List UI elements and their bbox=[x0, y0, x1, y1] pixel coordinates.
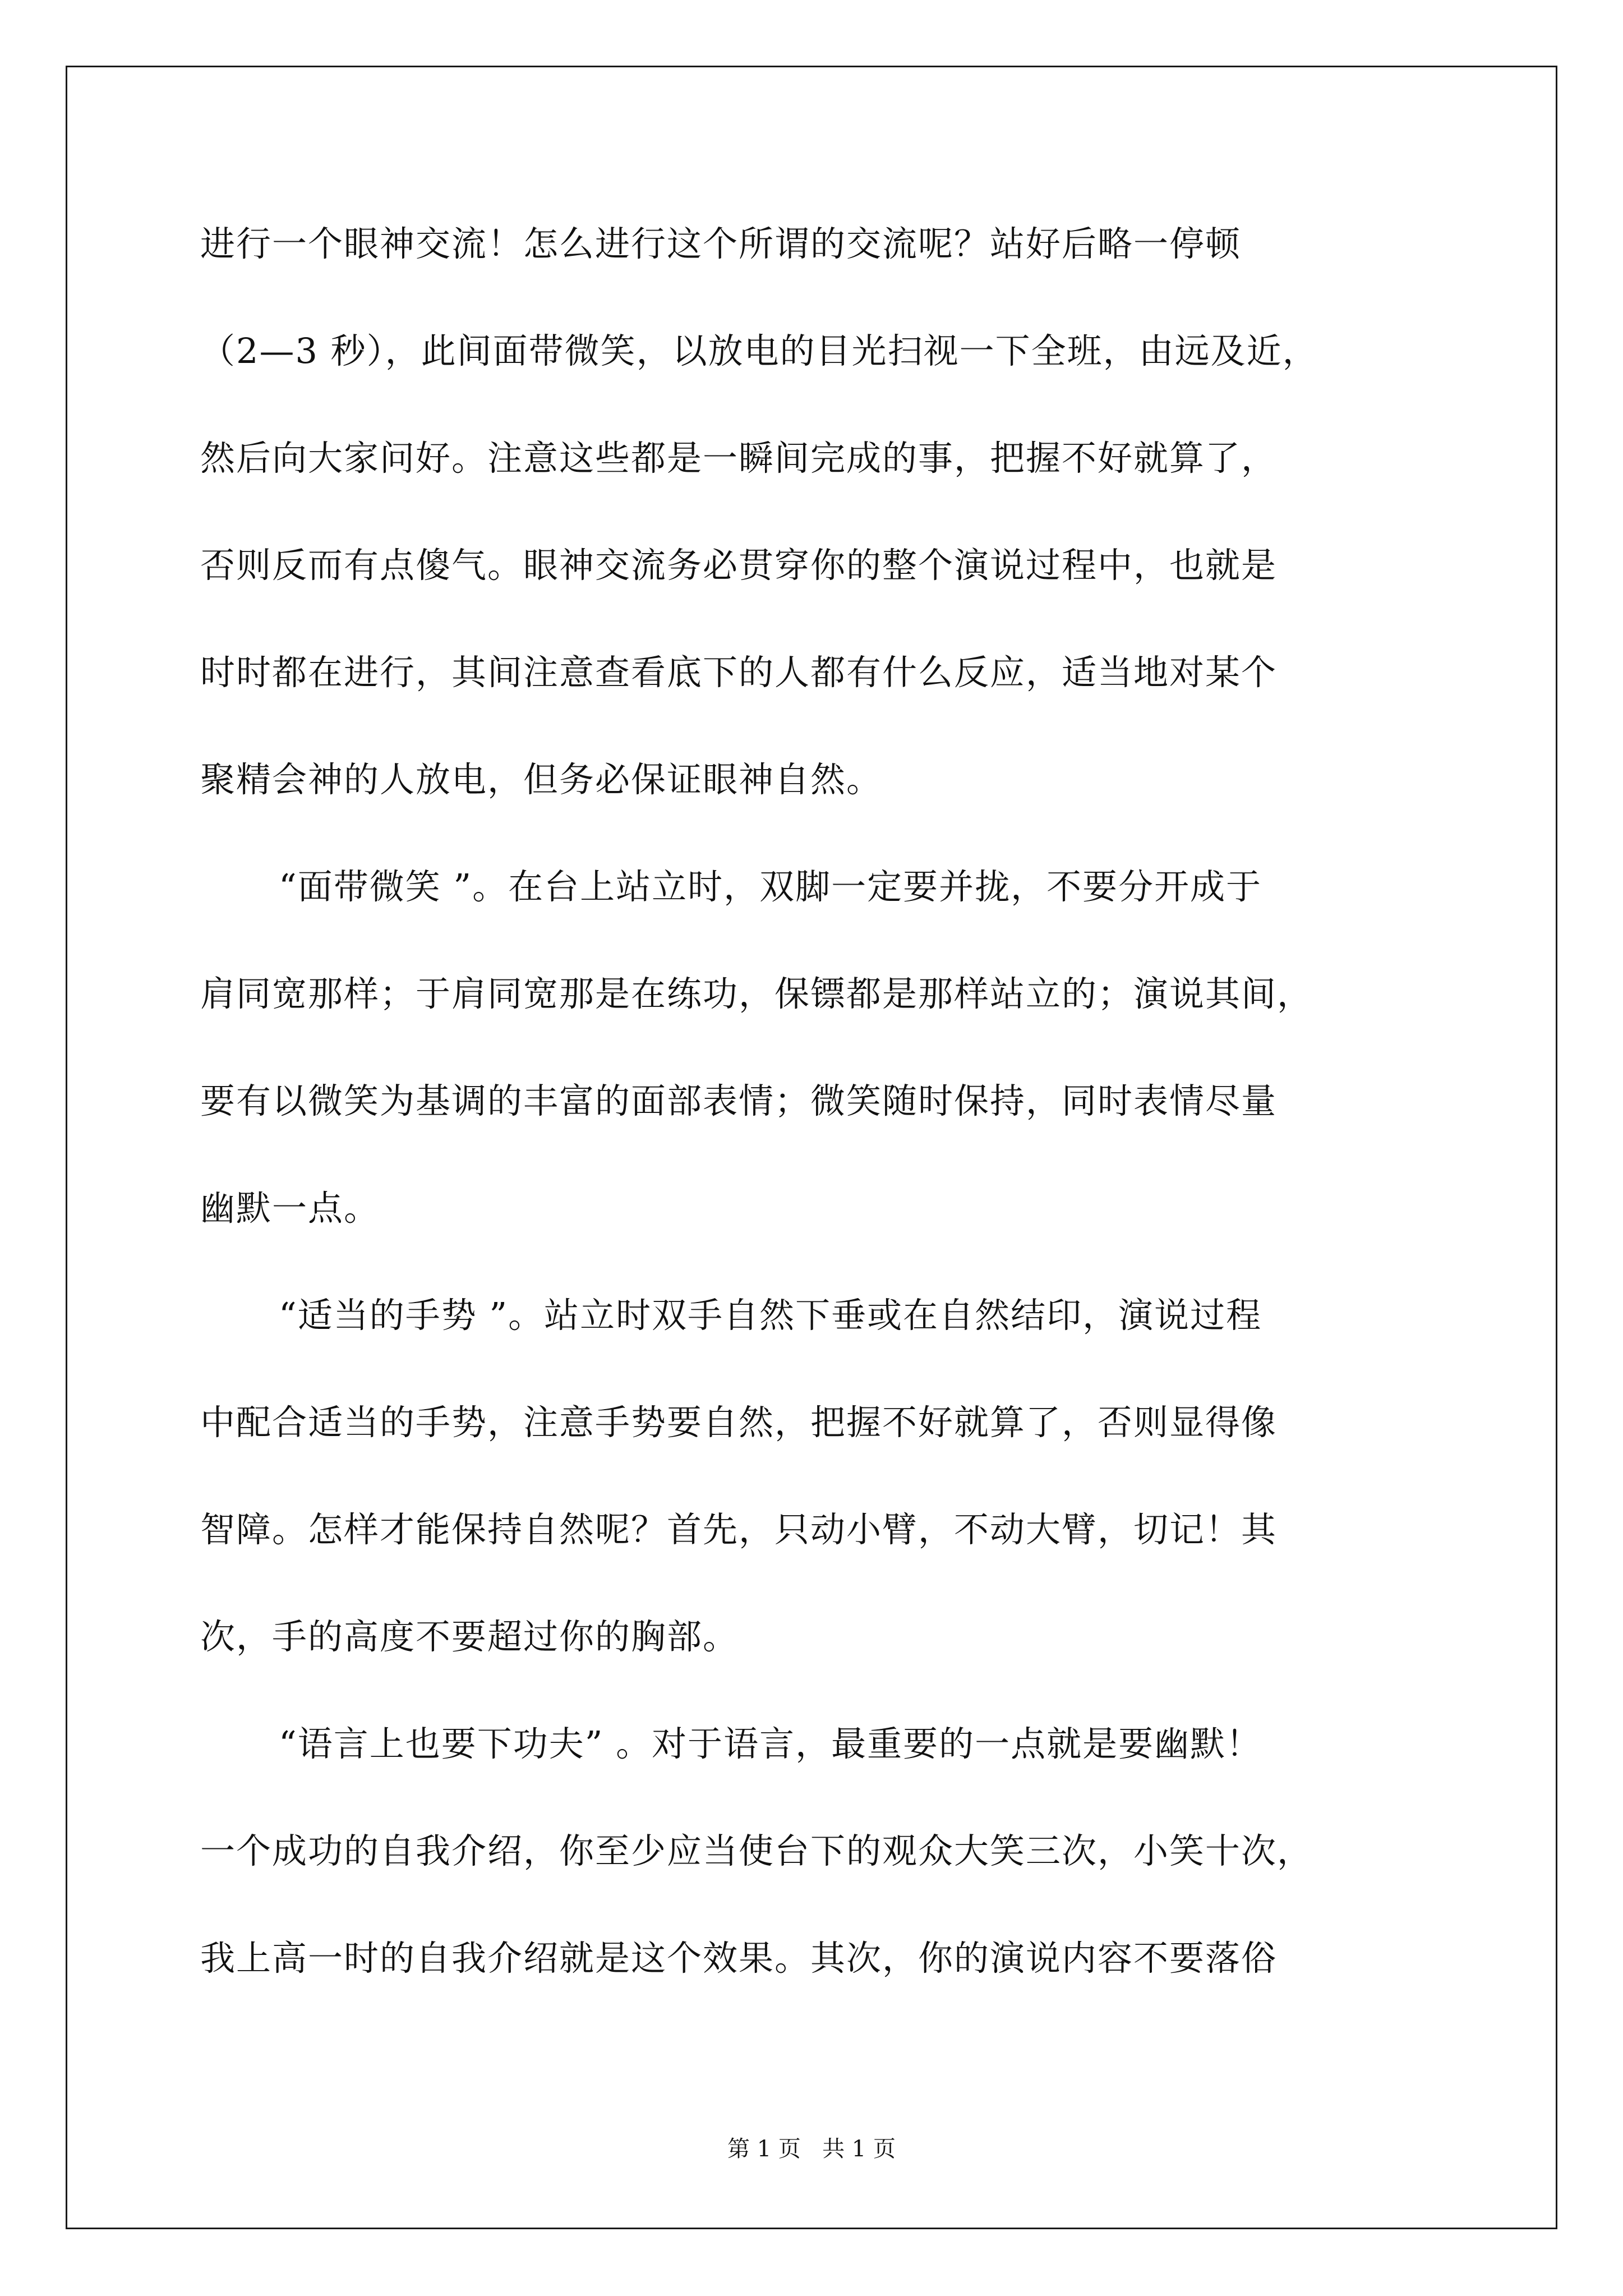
text-line: 智障。怎样才能保持自然呢？首先，只动小臂，不动大臂，切记！其 bbox=[200, 1509, 1278, 1550]
text-line: 进行一个眼神交流！怎么进行这个所谓的交流呢？站好后略一停顿 bbox=[200, 223, 1242, 264]
text-line: 聚精会神的人放电，但务必保证眼神自然。 bbox=[200, 759, 883, 800]
text-line: 我上高一时的自我介绍就是这个效果。其次，你的演说内容不要落俗 bbox=[200, 1938, 1278, 1978]
text-line: 中配合适当的手势，注意手势要自然，把握不好就算了，否则显得像 bbox=[200, 1402, 1278, 1443]
paragraph-first-line: “适当的手势 ”。站立时双手自然下垂或在自然结印，演说过程 bbox=[279, 1295, 1262, 1336]
text-line: 次，手的高度不要超过你的胸部。 bbox=[200, 1616, 739, 1657]
text-line: 否则反而有点傻气。眼神交流务必贯穿你的整个演说过程中，也就是 bbox=[200, 545, 1278, 586]
paragraph-first-line: “面带微笑 ”。在台上站立时，双脚一定要并拢，不要分开成于 bbox=[279, 866, 1262, 907]
text-line: 时时都在进行，其间注意查看底下的人都有什么反应，适当地对某个 bbox=[200, 652, 1278, 693]
text-line: 一个成功的自我介绍，你至少应当使台下的观众大笑三次，小笑十次， bbox=[200, 1830, 1313, 1871]
text-line: 然后向大家问好。注意这些都是一瞬间完成的事，把握不好就算了， bbox=[200, 438, 1278, 478]
text-line: 幽默一点。 bbox=[200, 1188, 380, 1228]
page-number-footer: 第 1 页 共 1 页 bbox=[727, 2136, 896, 2162]
text-line: 肩同宽那样；于肩同宽那是在练功，保镖都是那样站立的；演说其间， bbox=[200, 973, 1313, 1014]
paragraph-first-line: “语言上也要下功夫” 。对于语言，最重要的一点就是要幽默！ bbox=[279, 1723, 1262, 1764]
text-line: （2—3 秒），此间面带微笑，以放电的目光扫视一下全班，由远及近， bbox=[200, 330, 1318, 371]
document-body bbox=[200, 219, 1434, 2040]
text-line: 要有以微笑为基调的丰富的面部表情；微笑随时保持，同时表情尽量 bbox=[200, 1080, 1278, 1121]
